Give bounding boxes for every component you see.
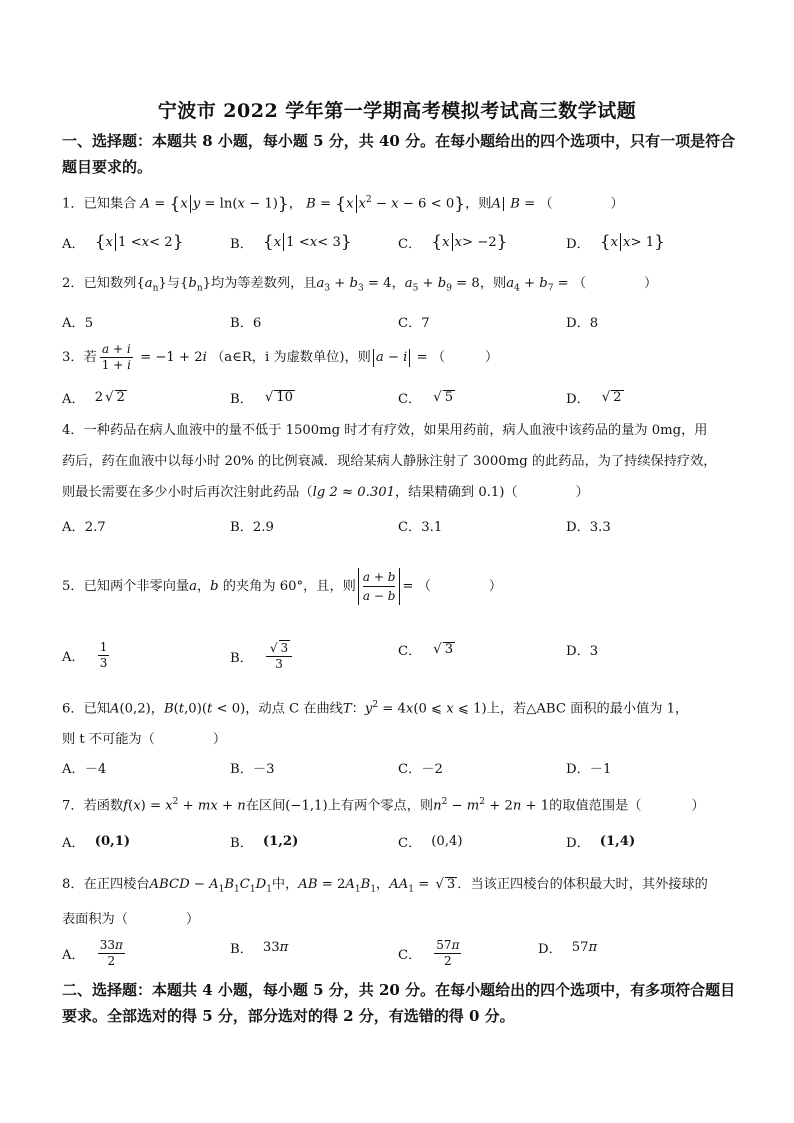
question-4-line-1: 4．一种药品在病人血液中的量不低于 1500mg 时才有疗效，如果用药前，病人血液中该药品的量为 0mg，用	[62, 423, 708, 438]
option-c[interactable]: C． √ 3	[398, 642, 454, 659]
option-a[interactable]: A．5	[62, 316, 94, 331]
option-b[interactable]: B． √ 10	[230, 390, 294, 407]
option-c[interactable]: C． (0,4)	[398, 834, 463, 851]
option-a[interactable]: A． $\frac{1}{3}$	[62, 640, 108, 670]
option-a[interactable]: A．2.7	[62, 520, 106, 535]
question-6-line-2: 则 t 不可能为（ ）	[62, 732, 226, 747]
option-b[interactable]: B．－3	[230, 762, 275, 777]
option-c[interactable]: C． $\frac{57\pi}{2}$	[398, 938, 460, 968]
question-4-line-3: 则最长需要在多少小时后再次注射此药品（lg 2 ≈ 0.301，结果精确到 0.1)（ ）	[62, 485, 589, 500]
option-c[interactable]: C．－2	[398, 762, 443, 777]
option-d[interactable]: D．－1	[566, 762, 612, 777]
option-d[interactable]: D． 57 π	[538, 940, 598, 957]
option-c[interactable]: C．7	[398, 316, 430, 331]
question-8-line-2: 表面积为（ ）	[62, 912, 200, 927]
question-8-options	[62, 938, 702, 978]
section-1-instructions: 一、选择题：本题共 8 小题，每小题 5 分，共 40 分。在每小题给出的四个选项中，只有一项是符合题目要求的。	[62, 132, 736, 176]
option-d[interactable]: D． (1,4)	[566, 834, 636, 851]
question-4-line-2: 药后，药在血液中以每小时 20% 的比例衰减．现给某病人静脉注射了 3000mg 的此药品，为了持续保持疗效，	[62, 454, 717, 469]
option-a[interactable]: A． 2 √ 2	[62, 390, 125, 407]
option-d[interactable]: D． { x x > 1 }	[566, 232, 665, 252]
question-5: 5．已知两个非零向量a，b 的夹角为 60°，且，则 $\frac{a + b}{a - b}$ = （ ）	[62, 570, 503, 603]
option-c[interactable]: C．3.1	[398, 520, 443, 535]
option-c[interactable]: C． √ 5	[398, 390, 454, 407]
question-1-options	[62, 232, 702, 272]
exam-title: 宁波市 2022 学年第一学期高考模拟考试高三数学试题	[157, 100, 637, 122]
option-b[interactable]: B． { x 1 < x < 3 }	[230, 232, 352, 252]
question-7-options	[62, 832, 702, 872]
option-a[interactable]: A． $\frac{33\pi}{2}$	[62, 938, 123, 968]
question-1: 1．已知集合 A = {x y = ln(x − 1)}， B = {x $x^2 - x - 6 < 0$}，则A B = （ ）	[62, 193, 624, 214]
option-a[interactable]: A． (0,1)	[62, 834, 131, 851]
section-2-instructions: 二、选择题：本题共 4 小题，每小题 5 分，共 20 分。在每小题给出的四个选项中，有多项符合题目要求。全部选对的得 5 分，部分选对的得 2 分，有选错的得 0 分。	[62, 981, 736, 1025]
question-8-line-1: 8．在正四棱台ABCD − $A_1B_1C_1D_1$中，AB = $2A_1B_1$，$AA_1$ = √ 3 ．当该正四棱台的体积最大时，其外接球的	[62, 877, 708, 895]
option-d[interactable]: D．3	[566, 644, 599, 659]
option-d[interactable]: D．3.3	[566, 520, 611, 535]
question-6-line-1: 6．已知A(0,2)，B(t,0)(t < 0)，动点 C 在曲线T：$y^2 = 4x(0$ ⩽ x ⩽ 1)上，若△ABC 面积的最小值为 1，	[62, 700, 689, 717]
option-b[interactable]: B． 33 π	[230, 940, 289, 957]
option-d[interactable]: D．8	[566, 316, 599, 331]
question-2: 2．已知数列$\{a_n\}$与$\{b_n\}$均为等差数列，且$a_3 + b_3 = 4$，$a_5 + b_9 = 8$，则$a_4 + b_7$ = （ ）	[62, 276, 658, 294]
question-5-options	[62, 640, 702, 680]
option-b[interactable]: B．6	[230, 316, 262, 331]
option-b[interactable]: B． (1,2)	[230, 834, 299, 851]
question-4-options	[62, 516, 702, 556]
option-a[interactable]: A．－4	[62, 762, 107, 777]
option-b[interactable]: B．2.9	[230, 520, 274, 535]
question-7: 7．若函数$f(x) = x^2$ + mx + n在区间(−1,1)上有两个零点，则$n^2 - m^2 + 2n + 1$的取值范围是（ ）	[62, 797, 705, 814]
option-b[interactable]: B． $\frac{√ 3}{3}$	[230, 640, 295, 672]
option-d[interactable]: D． √ 2	[566, 390, 622, 407]
option-c[interactable]: C． { x x > −2 }	[398, 232, 508, 252]
option-a[interactable]: A． { x 1 < x < 2 }	[62, 232, 184, 252]
question-3: 3．若 $\frac{a + i}{1 + i}$ = −1 + 2i （a∈R，i 为虚数单位)，则 a − i = （ ）	[62, 342, 499, 372]
